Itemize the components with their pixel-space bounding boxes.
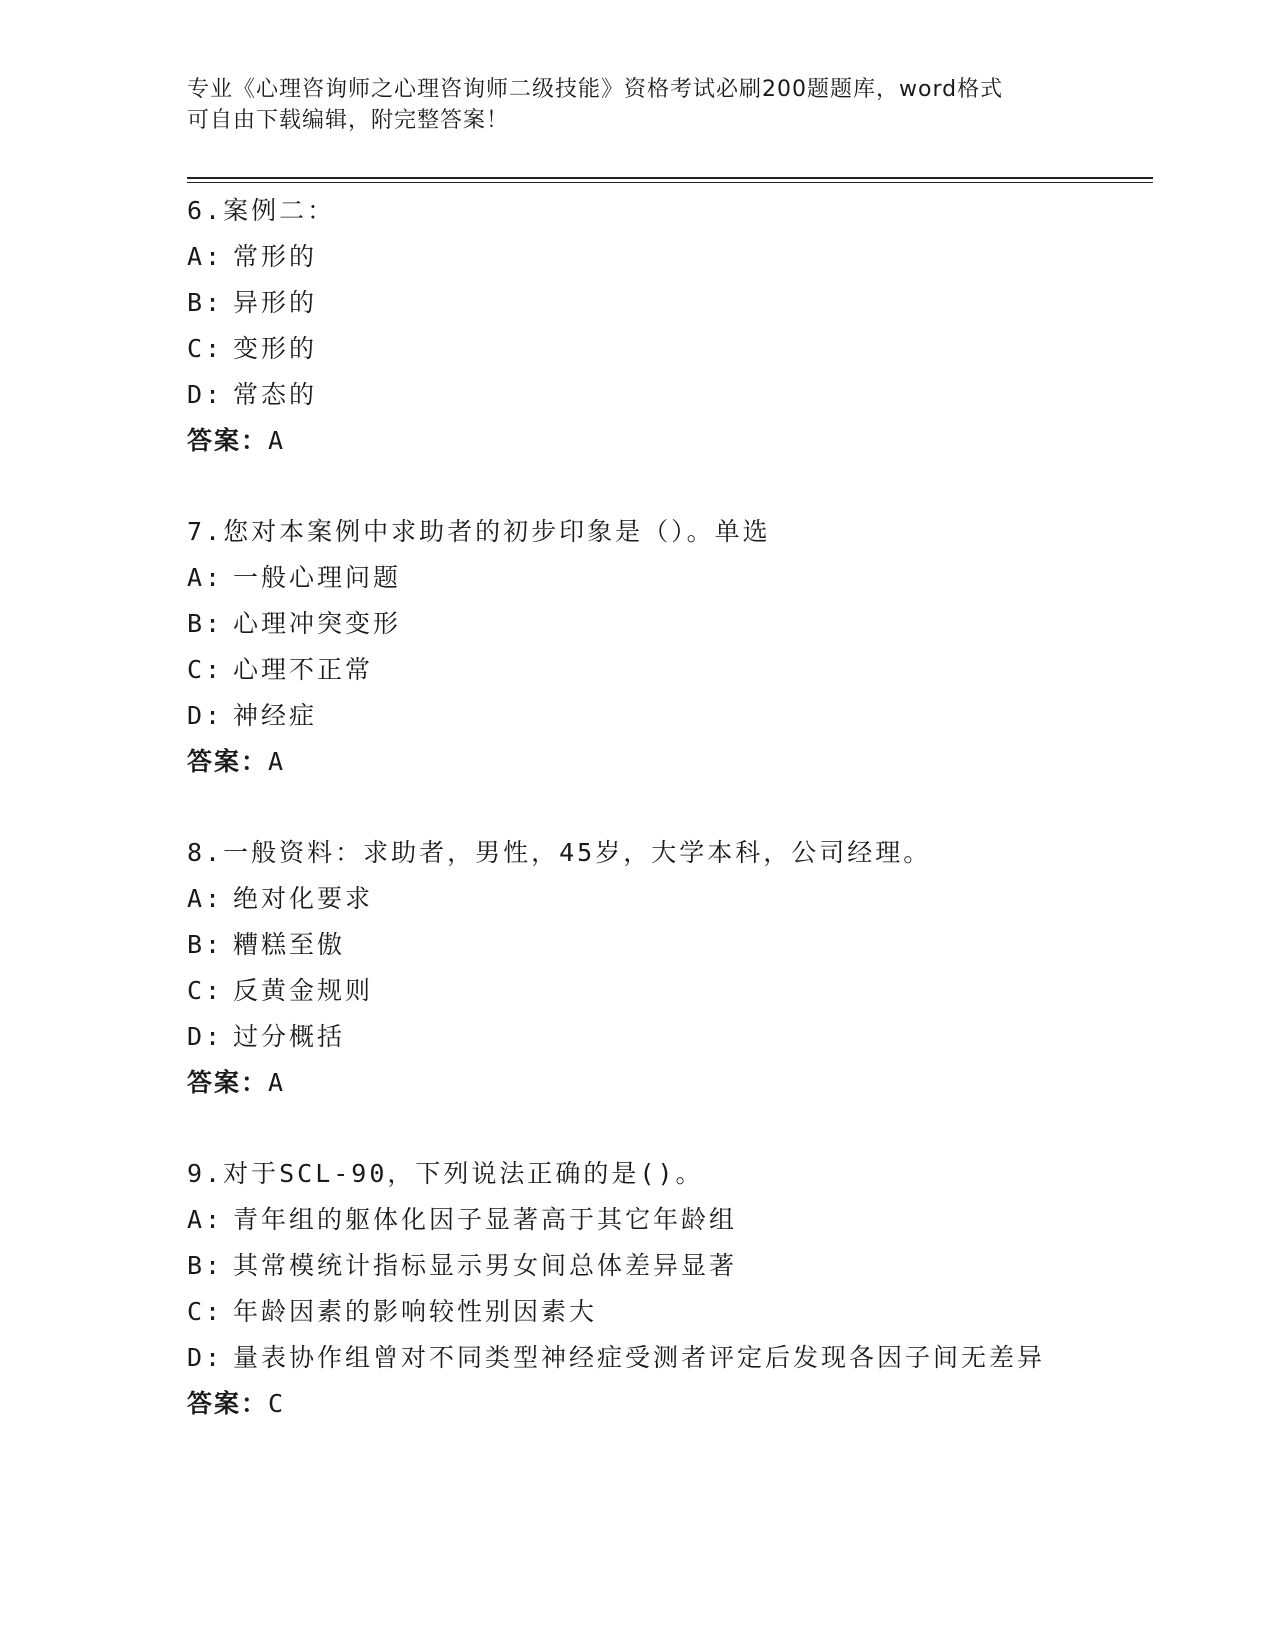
option-letter: D: bbox=[187, 701, 224, 730]
option-letter: B: bbox=[187, 609, 224, 638]
option-c bbox=[187, 1289, 1147, 1335]
header-line-2: 可自由下载编辑，附完整答案！ bbox=[187, 108, 510, 133]
option-text: 异形的 bbox=[233, 288, 318, 317]
option-letter: C: bbox=[187, 976, 224, 1005]
option-b bbox=[187, 1243, 1147, 1289]
option-letter: B: bbox=[187, 288, 224, 317]
question-list bbox=[187, 188, 1147, 1472]
answer-label: 答案： bbox=[187, 426, 269, 455]
option-d bbox=[187, 1335, 1147, 1381]
answer-value: A bbox=[268, 1068, 286, 1097]
question-9 bbox=[187, 1151, 1147, 1427]
answer-line bbox=[187, 1381, 1147, 1427]
option-letter: A: bbox=[187, 884, 224, 913]
document-header bbox=[187, 74, 1067, 136]
option-text: 其常模统计指标显示男女间总体差异显著 bbox=[233, 1251, 738, 1280]
option-c bbox=[187, 326, 1147, 372]
answer-value: A bbox=[268, 426, 286, 455]
option-letter: D: bbox=[187, 1343, 224, 1372]
answer-value: C bbox=[268, 1389, 286, 1418]
option-a bbox=[187, 555, 1147, 601]
option-letter: B: bbox=[187, 1251, 224, 1280]
option-d bbox=[187, 1014, 1147, 1060]
option-a bbox=[187, 234, 1147, 280]
answer-value: A bbox=[268, 747, 286, 776]
option-d bbox=[187, 372, 1147, 418]
option-text: 量表协作组曾对不同类型神经症受测者评定后发现各因子间无差异 bbox=[233, 1343, 1046, 1372]
answer-label: 答案： bbox=[187, 747, 269, 776]
option-c bbox=[187, 968, 1147, 1014]
question-7 bbox=[187, 509, 1147, 785]
answer-line bbox=[187, 418, 1147, 464]
option-b bbox=[187, 922, 1147, 968]
option-text: 心理冲突变形 bbox=[233, 609, 402, 638]
option-letter: C: bbox=[187, 1297, 224, 1326]
question-text: 7.您对本案例中求助者的初步印象是（）。单选 bbox=[187, 517, 771, 546]
question-6 bbox=[187, 188, 1147, 464]
option-letter: C: bbox=[187, 334, 224, 363]
header-rule-thin bbox=[187, 182, 1153, 183]
option-text: 过分概括 bbox=[233, 1022, 346, 1051]
option-b bbox=[187, 280, 1147, 326]
answer-label: 答案： bbox=[187, 1389, 269, 1418]
question-8 bbox=[187, 830, 1147, 1106]
option-letter: C: bbox=[187, 655, 224, 684]
option-text: 变形的 bbox=[233, 334, 318, 363]
answer-line bbox=[187, 739, 1147, 785]
question-text: 8.一般资料：求助者，男性，45岁，大学本科，公司经理。 bbox=[187, 838, 932, 867]
option-letter: D: bbox=[187, 1022, 224, 1051]
option-text: 青年组的躯体化因子显著高于其它年龄组 bbox=[233, 1205, 738, 1234]
option-letter: D: bbox=[187, 380, 224, 409]
option-a bbox=[187, 1197, 1147, 1243]
option-a bbox=[187, 876, 1147, 922]
option-letter: B: bbox=[187, 930, 224, 959]
option-text: 糟糕至傲 bbox=[233, 930, 346, 959]
header-rule-thick bbox=[187, 177, 1153, 179]
option-letter: A: bbox=[187, 563, 224, 592]
option-c bbox=[187, 647, 1147, 693]
option-text: 常态的 bbox=[233, 380, 318, 409]
header-line-1: 专业《心理咨询师之心理咨询师二级技能》资格考试必刷200题题库，word格式 bbox=[187, 77, 1004, 102]
option-letter: A: bbox=[187, 242, 224, 271]
question-text: 9.对于SCL-90，下列说法正确的是()。 bbox=[187, 1159, 704, 1188]
option-text: 一般心理问题 bbox=[233, 563, 402, 592]
option-text: 反黄金规则 bbox=[233, 976, 374, 1005]
answer-line bbox=[187, 1060, 1147, 1106]
answer-label: 答案： bbox=[187, 1068, 269, 1097]
option-text: 常形的 bbox=[233, 242, 318, 271]
option-letter: A: bbox=[187, 1205, 224, 1234]
question-text: 6.案例二： bbox=[187, 196, 336, 225]
option-text: 年龄因素的影响较性别因素大 bbox=[233, 1297, 598, 1326]
option-b bbox=[187, 601, 1147, 647]
option-text: 绝对化要求 bbox=[233, 884, 374, 913]
option-d bbox=[187, 693, 1147, 739]
option-text: 心理不正常 bbox=[233, 655, 374, 684]
option-text: 神经症 bbox=[233, 701, 318, 730]
